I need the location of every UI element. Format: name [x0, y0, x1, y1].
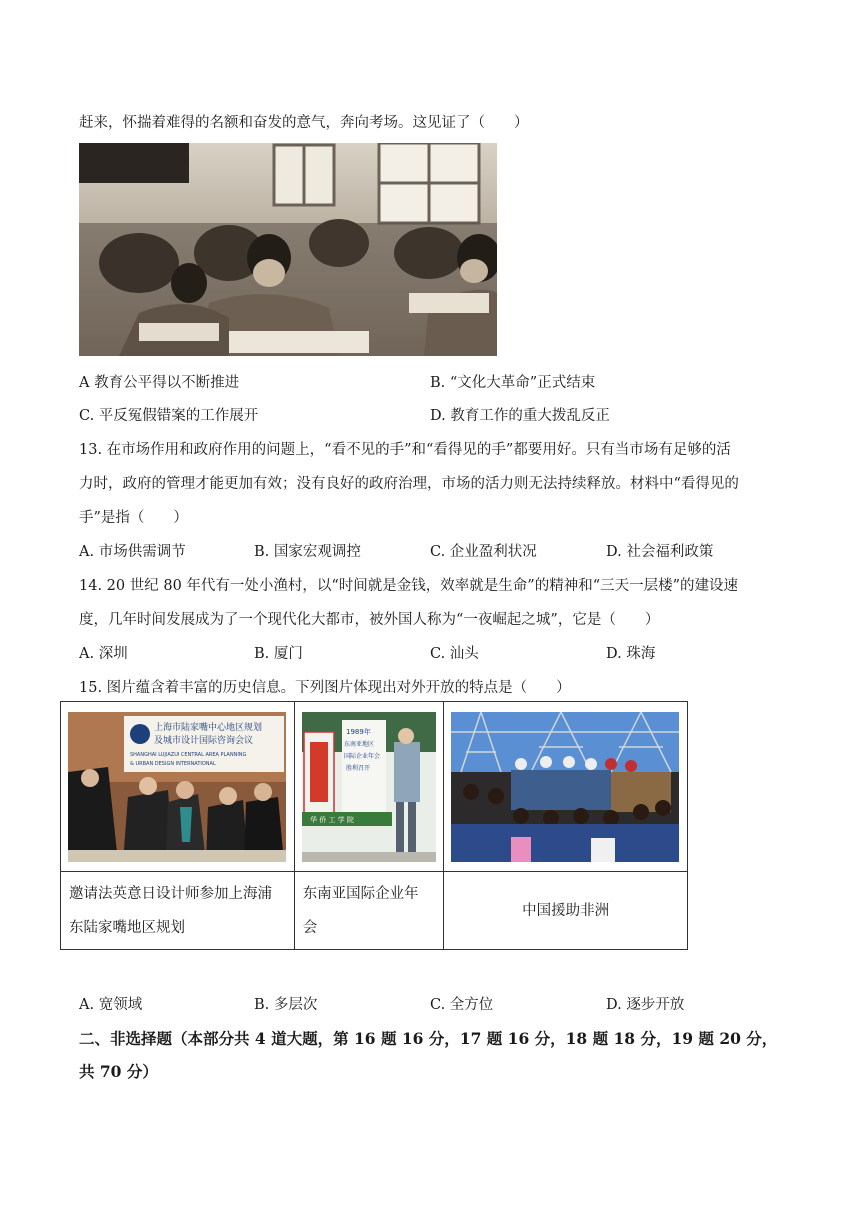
q14-option-c[interactable]: C. 汕头 — [430, 646, 479, 662]
africa-aid-photo-cell — [444, 702, 688, 872]
q14-option-b[interactable]: B. 厦门 — [254, 646, 303, 662]
asean-sign-line-2: 东南亚地区 — [343, 740, 374, 748]
q14-line-2: 度，几年时间发展成为了一个现代化大都市，被外国人称为“一夜崛起之城”，它是（ ） — [79, 612, 660, 628]
q15-option-a[interactable]: A. 宽领域 — [79, 997, 143, 1013]
caption-africa: 中国援助非洲 — [444, 872, 688, 950]
caption-pudong — [61, 872, 295, 950]
q15-option-d[interactable]: D. 逐步开放 — [606, 997, 685, 1013]
q14-option-d[interactable]: D. 珠海 — [606, 646, 656, 662]
asean-sign-line-4: 胜利召开 — [345, 764, 370, 772]
exam-room-photo — [79, 143, 497, 356]
q15-option-b[interactable]: B. 多层次 — [254, 997, 318, 1013]
q12-option-d[interactable]: D. 教育工作的重大拨乱反正 — [430, 408, 610, 424]
q13-option-d[interactable]: D. 社会福利政策 — [606, 544, 714, 560]
q12-stem-tail: 赶来，怀揣着难得的名额和奋发的意气，奔向考场。这见证了（ ） — [79, 115, 529, 131]
sign-line-4: & URBAN DESIGN INTERNATIONAL — [130, 760, 216, 767]
section-2-heading-line-2: 共 70 分） — [79, 1062, 158, 1081]
q13-option-b[interactable]: B. 国家宏观调控 — [254, 544, 361, 560]
q15-picture-table — [60, 701, 688, 950]
q12-option-c[interactable]: C. 平反冤假错案的工作展开 — [79, 408, 259, 424]
caption-pudong-line-2: 东陆家嘴地区规划 — [69, 919, 185, 936]
asean-banner: 华 侨 工 学 院 — [309, 815, 354, 824]
caption-pudong-line-1: 邀请法英意日设计师参加上海浦 — [69, 885, 272, 902]
asean-meeting-photo — [302, 712, 436, 862]
q12-option-a[interactable]: A 教育公平得以不断推进 — [79, 375, 240, 391]
q14-option-a[interactable]: A. 深圳 — [79, 646, 128, 662]
caption-asean — [294, 872, 444, 950]
pudong-meeting-photo-cell — [61, 702, 295, 872]
q13-line-2: 力时，政府的管理才能更加有效；没有良好的政府治理，市场的活力则无法持续释放。材料中“看得见的 — [79, 476, 739, 492]
section-2-heading-line-1: 二、非选择题（本部分共 4 道大题，第 16 题 16 分，17 题 16 分，18 题 18 分，19 题 20 分， — [79, 1029, 778, 1048]
sign-line-1: 上海市陆家嘴中心地区规划 — [154, 722, 263, 733]
q13-line-3: 手”是指（ ） — [79, 510, 188, 526]
q14-line-1: 14. 20 世纪 80 年代有一处小渔村，以“时间就是金钱，效率就是生命”的精神和“三天一层楼”的建设速 — [79, 578, 739, 594]
q13-option-c[interactable]: C. 企业盈利状况 — [430, 544, 537, 560]
asean-meeting-photo-cell — [294, 702, 444, 872]
q15-stem: 15. 图片蕴含着丰富的历史信息。下列图片体现出对外开放的特点是（ ） — [79, 680, 571, 696]
q13-line-1: 13. 在市场作用和政府作用的问题上，“看不见的手”和“看得见的手”都要用好。只有当市场有足够的活 — [79, 442, 731, 458]
sign-line-3: SHANGHAI LUJIAZUI CENTRAL AREA PLANNING — [130, 751, 247, 758]
caption-asean-line-1: 东南亚国际企业年 — [302, 885, 419, 902]
asean-sign-line-3: 国际企业年会 — [343, 752, 380, 760]
caption-asean-line-2: 会 — [302, 919, 318, 936]
pudong-meeting-photo — [68, 712, 286, 862]
q12-option-b[interactable]: B. “文化大革命”正式结束 — [430, 375, 596, 391]
africa-aid-photo — [451, 712, 679, 862]
asean-sign-year: 1989年 — [345, 727, 371, 736]
sign-line-2: 及城市设计国际咨询会议 — [154, 735, 254, 746]
q15-option-c[interactable]: C. 全方位 — [430, 997, 494, 1013]
q13-option-a[interactable]: A. 市场供需调节 — [79, 544, 186, 560]
